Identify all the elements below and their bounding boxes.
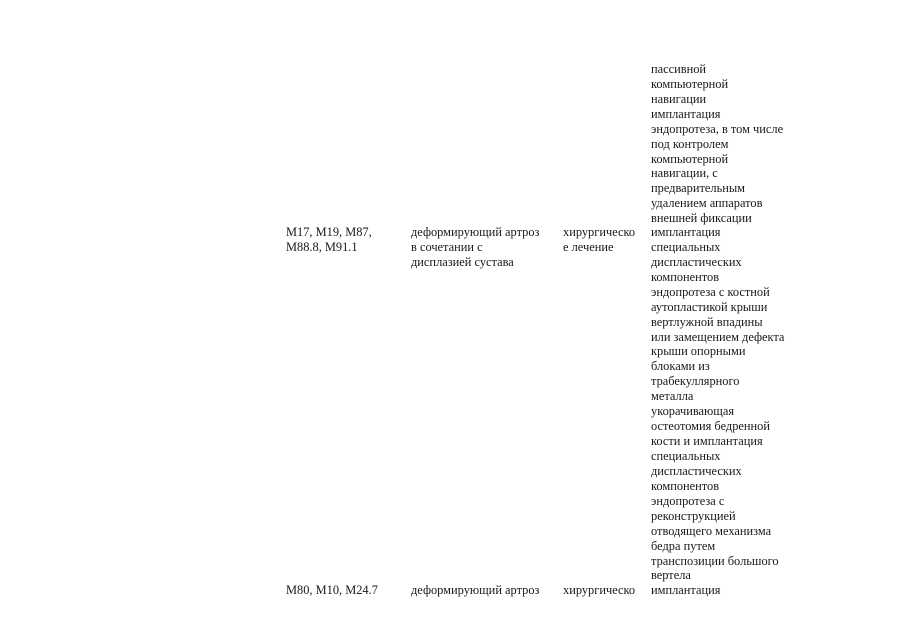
diagnosis-line: деформирующий артроз [411,225,540,239]
method-line: остеотомия бедренной [651,419,770,433]
treatment-line: е лечение [563,240,614,254]
method-line: укорачивающая [651,404,735,418]
method-line: имплантация [651,107,721,121]
method-line: эндопротеза, в том числе [651,122,784,136]
method-line: удалением аппаратов [651,196,763,210]
method-line: эндопротеза с [651,494,725,508]
method-line: предварительным [651,181,746,195]
method-line: вертлужной впадины [651,315,763,329]
method-line: компьютерной [651,152,729,166]
method-line: имплантация [651,225,721,239]
method-line: внешней фиксации [651,211,752,225]
method-line: кости и имплантация [651,434,763,448]
method-line: специальных [651,240,721,254]
treatment-line: хирургическо [563,583,636,597]
method-line: отводящего механизма [651,524,772,538]
icd-code-line: M88.8, M91.1 [286,240,358,254]
method-line: компьютерной [651,77,729,91]
method-line: специальных [651,449,721,463]
diagnosis-line: деформирующий артроз [411,583,540,597]
method-line: крыши опорными [651,344,746,358]
method-line: аутопластикой крыши [651,300,768,314]
diagnosis-line: дисплазией сустава [411,255,514,269]
method-line: компонентов [651,479,720,493]
method-line: эндопротеза с костной [651,285,770,299]
method-line: трабекуллярного [651,374,740,388]
icd-code-line: M17, M19, M87, [286,225,372,239]
method-line: металла [651,389,694,403]
method-line: навигации [651,92,707,106]
method-line: диспластических [651,255,742,269]
method-line: бедра путем [651,539,716,553]
treatment-line: хирургическо [563,225,636,239]
method-line: имплантация [651,583,721,597]
method-line: под контролем [651,137,729,151]
icd-code-line: M80, M10, M24.7 [286,583,378,597]
method-line: компонентов [651,270,720,284]
method-line: вертела [651,568,691,582]
method-line: реконструкцией [651,509,736,523]
method-line: блоками из [651,359,710,373]
method-line: пассивной [651,62,707,76]
method-line: или замещением дефекта [651,330,785,344]
method-line: диспластических [651,464,742,478]
method-line: навигации, с [651,166,718,180]
method-line: транспозиции большого [651,554,779,568]
diagnosis-line: в сочетании с [411,240,483,254]
